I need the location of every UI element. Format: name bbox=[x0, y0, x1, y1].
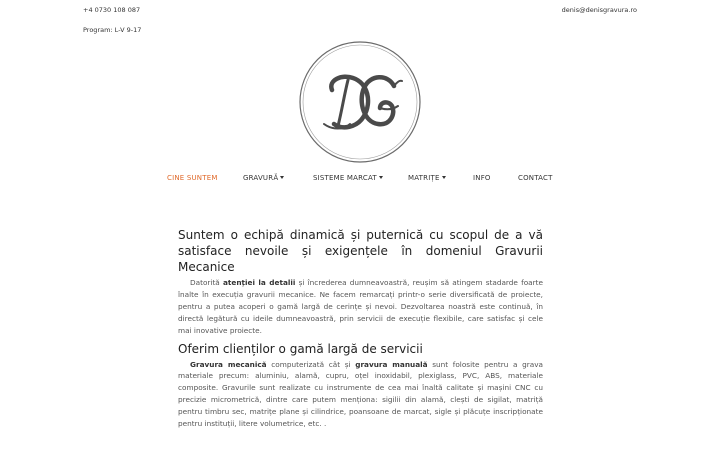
services-heading: Oferim clienților o gamă largă de servicii bbox=[178, 341, 423, 356]
nav-item-gravura[interactable]: GRAVURĂ bbox=[243, 174, 284, 182]
caret-down-icon bbox=[280, 176, 284, 179]
page-heading: Suntem o echipă dinamică și puternică cu scopul de a vă satisface nevoile și exigențele în domeniul Gravurii Mecanice bbox=[178, 228, 543, 274]
nav-item-sisteme-marcat[interactable]: SISTEME MARCAT bbox=[313, 174, 383, 182]
main-navigation bbox=[160, 174, 560, 188]
nav-item-contact[interactable]: CONTACT bbox=[518, 174, 553, 182]
top-bar bbox=[0, 0, 720, 40]
main-content bbox=[178, 227, 543, 430]
business-hours: Program: L-V 9-17 bbox=[83, 26, 142, 34]
email-link[interactable]: denis@denisgravura.ro bbox=[561, 6, 637, 14]
dg-monogram-logo[interactable] bbox=[298, 40, 422, 164]
caret-down-icon bbox=[442, 176, 446, 179]
nav-item-cine-suntem[interactable]: CINE SUNTEM bbox=[167, 174, 218, 182]
caret-down-icon bbox=[379, 176, 383, 179]
phone-number[interactable]: +4 0730 108 087 bbox=[83, 6, 141, 14]
nav-item-info[interactable]: INFO bbox=[473, 174, 491, 182]
nav-item-matrite[interactable]: MATRIȚE bbox=[408, 174, 446, 182]
logo-graphic bbox=[298, 40, 422, 164]
services-paragraph: Gravura mecanică computerizată cât și gravura manuală sunt folosite pentru a grava materiale precum: aluminiu, alamă, cupru, oțel inoxidabil, plexiglass, PVC, ABS, materiale composite. Gravurile sunt realizate cu instrumente de cea mai înaltă calitate și mașini CNC cu precizie micrometrică, dintre care putem menționa: sigilii din alamă, clești de sigilat, matriță pentru timbru sec, matrițe plane și cilindrice, poansoane de marcat, sigle și plăcuțe inscripționate pentru instituții, litere volumetrice, etc. . bbox=[178, 359, 544, 429]
intro-paragraph: Datorită atenției la detalii și încrederea dumneavoastră, reușim să atingem stadarde foarte înalte în execuția gravurii mecanice. Ne facem remarcați printr-o serie diversificată de proiecte, pentru a putea acoperi o gamă largă de cerințe și nevoi. Dezvoltarea noastră este continuă, în directă legătură cu ideile dumneavoastră, prin servicii de execuție flexibile, care satisfac și cele mai inovative proiecte. bbox=[178, 278, 543, 335]
